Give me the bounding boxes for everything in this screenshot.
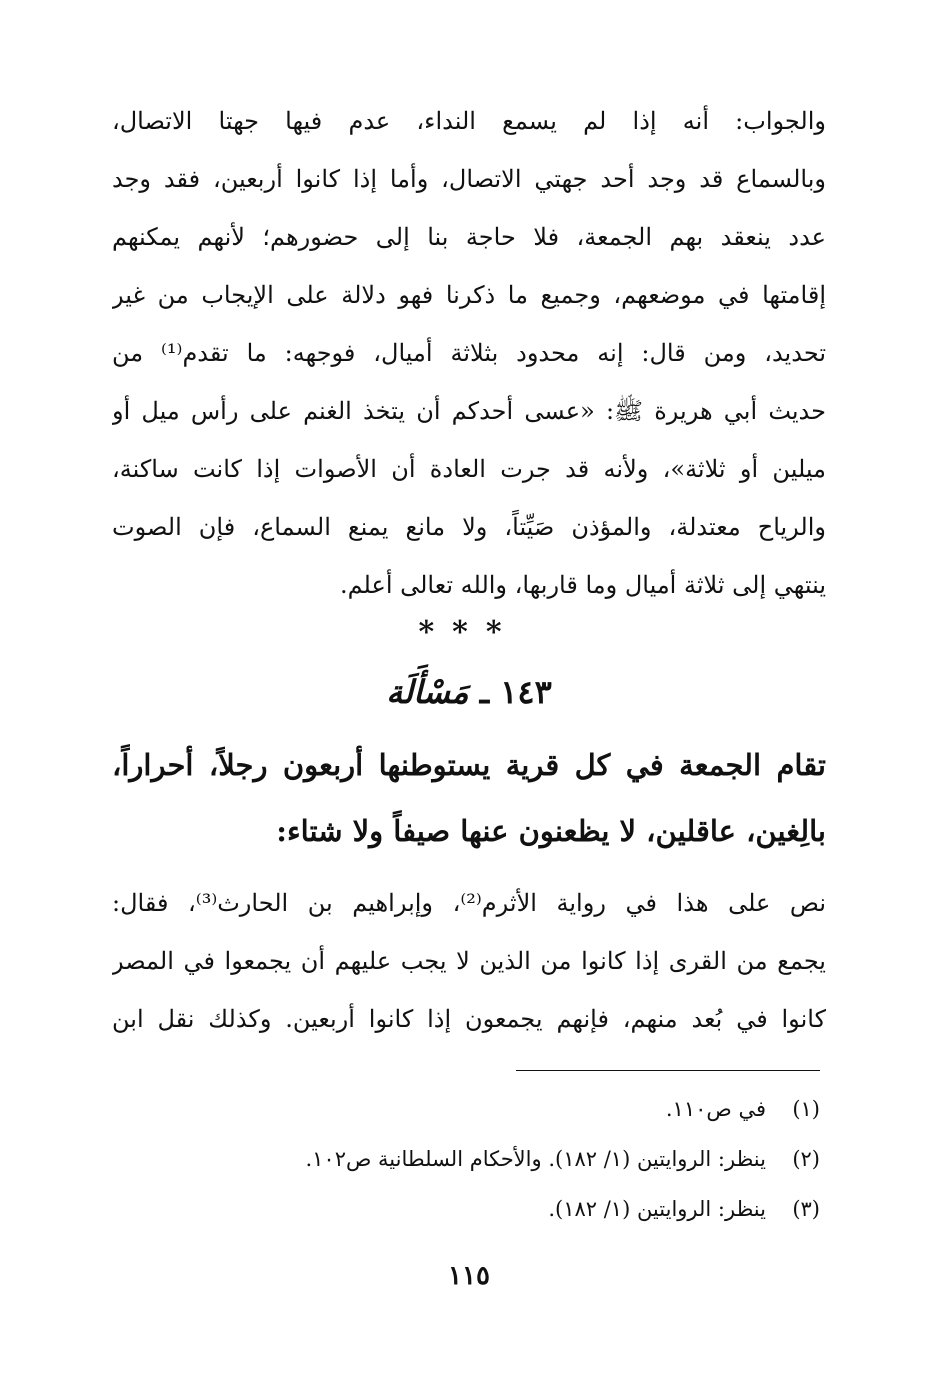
text-line: بالِغين، عاقلين، لا يظعنون عنها صيفاً ولا شتاء: — [276, 814, 826, 848]
body-paragraph-1 — [112, 92, 826, 614]
text-line: والرياح معتدلة، والمؤذن صَيِّتاً، ولا مانع يمنع السماع، فإن الصوت — [112, 513, 826, 541]
text-line: والجواب: أنه إذا لم يسمع النداء، عدم فيها جهتا الاتصال، — [112, 107, 826, 135]
footnote-divider — [516, 1070, 820, 1071]
text-line: كانوا في بُعد منهم، فإنهم يجمعون إذا كانوا أربعين. وكذلك نقل ابن — [112, 1005, 826, 1033]
footnotes — [106, 1084, 820, 1234]
issue-heading — [0, 668, 938, 716]
footnote-text: في ص١١٠. — [665, 1097, 766, 1121]
footnote-item — [106, 1084, 820, 1134]
text-line: تحديد، ومن قال: إنه محدود بثلاثة أميال، فوجهه: ما تقدم⁽¹⁾ من — [112, 339, 826, 367]
footnote-text: ينظر: الروايتين (١/ ١٨٢). والأحكام السلطانية ص١٠٢. — [305, 1147, 766, 1171]
text-line: ميلين أو ثلاثة»، ولأنه قد جرت العادة أن الأصوات إذا كانت ساكنة، — [112, 455, 826, 483]
footnote-item — [106, 1134, 820, 1184]
text-line: يجمع من القرى إذا كانوا من الذين لا يجب عليهم أن يجمعوا في المصر — [112, 947, 826, 975]
text-line: ينتهي إلى ثلاثة أميال وما قاربها، والله تعالى أعلم. — [339, 571, 826, 599]
text-line: وبالسماع قد وجد أحد جهتي الاتصال، وأما إذا كانوا أربعين، فقد وجد — [112, 165, 826, 193]
footnote-number: (٢) — [792, 1147, 820, 1171]
page-number: ١١٥ — [448, 1261, 490, 1291]
footnote-item — [106, 1184, 820, 1234]
footnote-number: (٣) — [792, 1197, 820, 1221]
body-paragraph-3 — [112, 874, 826, 1048]
footnote-number: (١) — [792, 1097, 820, 1121]
text-line: تقام الجمعة في كل قرية يستوطنها أربعون رجلاً، أحراراً، — [112, 748, 826, 782]
issue-statement — [112, 732, 826, 864]
text-line: نص على هذا في رواية الأثرم⁽²⁾، وإبراهيم بن الحارث⁽³⁾، فقال: — [112, 889, 826, 917]
text-line: حديث أبي هريرة ﷺ: «عسى أحدكم أن يتخذ الغنم على رأس ميل أو — [112, 397, 826, 425]
issue-label: مَسْأَلَة — [386, 673, 469, 711]
footnote-text: ينظر: الروايتين (١/ ١٨٢). — [548, 1197, 766, 1221]
text-line: إقامتها في موضعهم، وجميع ما ذكرنا فهو دلالة على الإيجاب من غير — [112, 281, 826, 309]
section-separator: *** — [418, 615, 520, 650]
text-line: عدد ينعقد بهم الجمعة، فلا حاجة بنا إلى حضورهم؛ لأنهم يمكنهم — [112, 223, 826, 251]
issue-number: ١٤٣ ـ — [479, 673, 552, 711]
